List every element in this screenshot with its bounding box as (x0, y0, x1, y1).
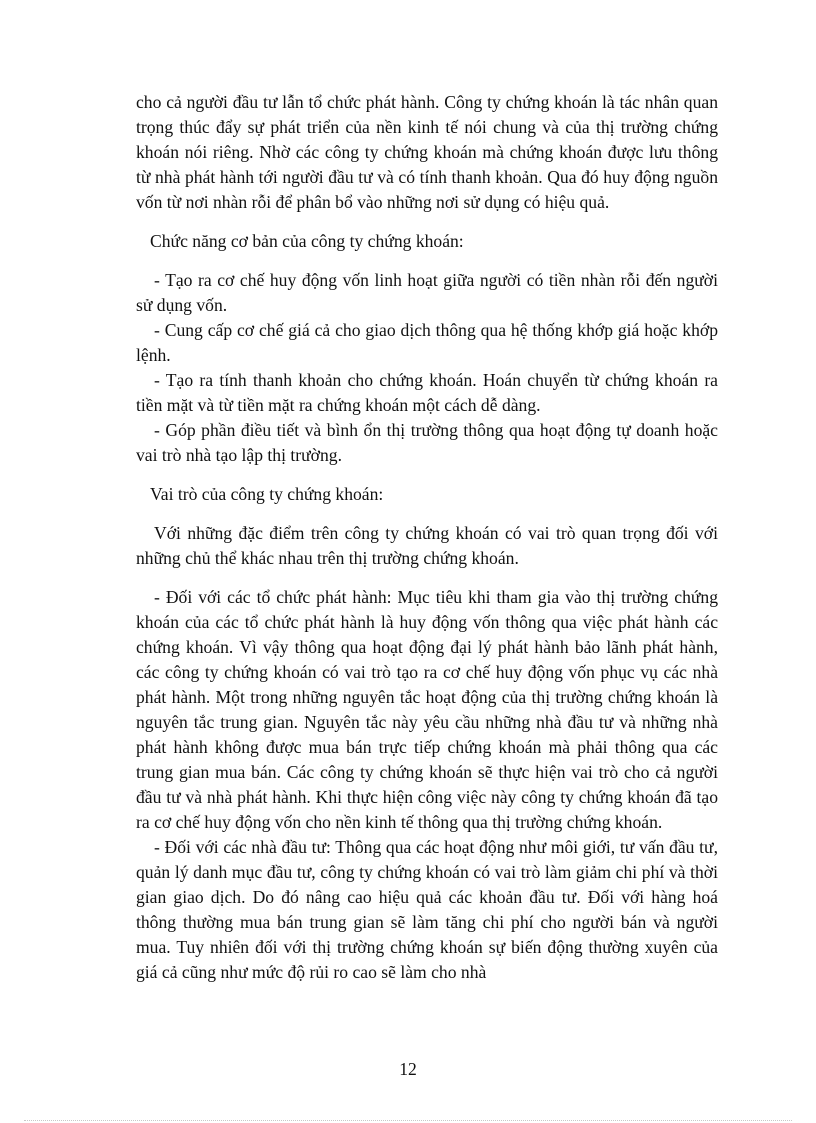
page-number: 12 (399, 1059, 417, 1079)
paragraph-intro: cho cả người đầu tư lẫn tổ chức phát hành. Công ty chứng khoán là tác nhân quan trọng thúc đẩy sự phát triển của nền kinh tế nói chung và của thị trường chứng khoán nói riêng. Nhờ các công ty chứng khoán mà chứng khoán được lưu thông từ nhà phát hành tới người đầu tư và có tính thanh khoản. Qua đó huy động nguồn vốn từ nơi nhàn rỗi để phân bổ vào những nơi sử dụng có hiệu quả. (136, 92, 718, 212)
bullet-capital-mobilization: - Tạo ra cơ chế huy động vốn linh hoạt giữa người có tiền nhàn rỗi đến người sử dụng vốn. (136, 270, 718, 315)
bullet-issuers: - Đối với các tổ chức phát hành: Mục tiêu khi tham gia vào thị trường chứng khoán của các tổ chức phát hành là huy động vốn thông qua việc phát hành các chứng khoán. Vì vậy thông qua hoạt động đại lý phát hành bảo lãnh phát hành, các công ty chứng khoán có vai trò tạo ra cơ chế huy động vốn phục vụ các nhà phát hành. Một trong những nguyên tắc hoạt động của thị trường chứng khoán là nguyên tắc trung gian. Nguyên tắc này yêu cầu những nhà đầu tư và những nhà phát hành không được mua bán trực tiếp chứng khoán mà phải thông qua các trung gian mua bán. Các công ty chứng khoán sẽ thực hiện vai trò cho cả người đầu tư và nhà phát hành. Khi thực hiện công việc này công ty chứng khoán đã tạo ra cơ chế huy động vốn cho nền kinh tế thông qua thị trường chứng khoán. (136, 587, 718, 832)
heading-functions: Chức năng cơ bản của công ty chứng khoán: (150, 231, 464, 251)
document-body (136, 90, 718, 985)
bullet-price-mechanism: - Cung cấp cơ chế giá cả cho giao dịch thông qua hệ thống khớp giá hoặc khớp lệnh. (136, 320, 718, 365)
page-bottom-divider (24, 1120, 792, 1121)
bullet-market-stabilization: - Góp phần điều tiết và bình ổn thị trường thông qua hoạt động tự doanh hoặc vai trò nhà tạo lập thị trường. (136, 420, 718, 465)
bullet-investors: - Đối với các nhà đầu tư: Thông qua các hoạt động như môi giới, tư vấn đầu tư, quản lý danh mục đầu tư, công ty chứng khoán có vai trò làm giảm chi phí và thời gian giao dịch. Do đó nâng cao hiệu quả các khoản đầu tư. Đối với hàng hoá thông thường mua bán trung gian sẽ làm tăng chi phí cho người bán và người mua. Tuy nhiên đối với thị trường chứng khoán sự biến động thường xuyên của giá cả cũng như mức độ rủi ro cao sẽ làm cho nhà (136, 837, 718, 982)
heading-roles: Vai trò của công ty chứng khoán: (150, 484, 384, 504)
paragraph-roles-intro: Với những đặc điểm trên công ty chứng khoán có vai trò quan trọng đối với những chủ thể khác nhau trên thị trường chứng khoán. (136, 523, 718, 568)
bullet-liquidity: - Tạo ra tính thanh khoản cho chứng khoán. Hoán chuyển từ chứng khoán ra tiền mặt và từ tiền mặt ra chứng khoán một cách dễ dàng. (136, 370, 718, 415)
